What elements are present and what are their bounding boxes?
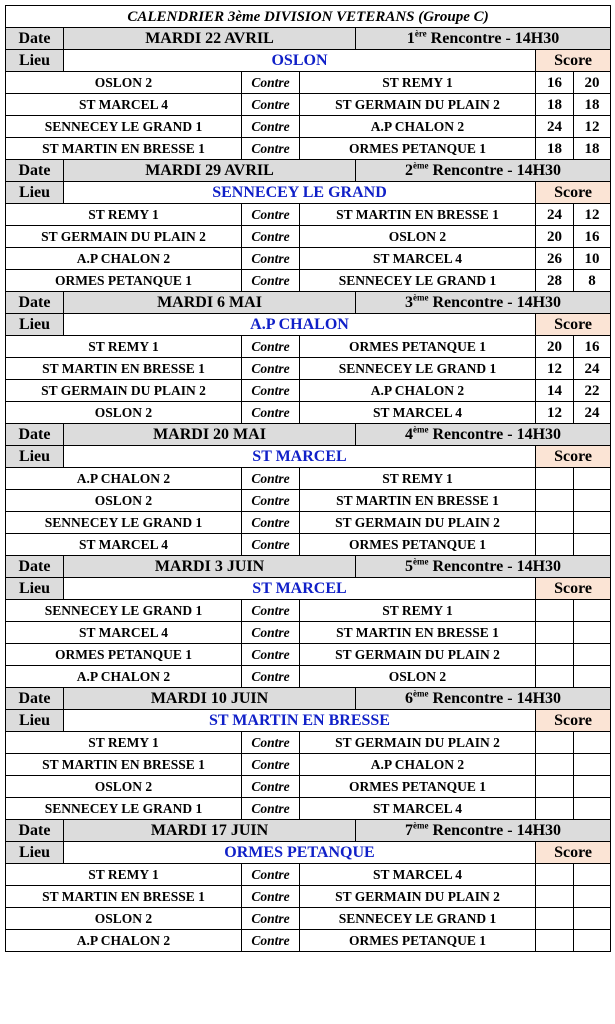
score-home: 12 bbox=[536, 358, 574, 380]
away-team: ORMES PETANQUE 1 bbox=[300, 336, 536, 358]
home-team: OSLON 2 bbox=[6, 776, 242, 798]
away-team: ST GERMAIN DU PLAIN 2 bbox=[300, 644, 536, 666]
round-ordinal-suffix: ème bbox=[412, 820, 429, 831]
score-home bbox=[536, 930, 574, 952]
score-home bbox=[536, 776, 574, 798]
home-team: ST REMY 1 bbox=[6, 204, 242, 226]
round-time: Rencontre - 14H30 bbox=[428, 689, 562, 707]
score-home bbox=[536, 798, 574, 820]
round-ordinal-suffix: ème bbox=[412, 424, 429, 435]
round-ordinal: 4 bbox=[404, 425, 413, 443]
match-row bbox=[6, 248, 611, 270]
score-away: 18 bbox=[574, 138, 611, 160]
match-row bbox=[6, 886, 611, 908]
title-row bbox=[6, 6, 611, 28]
score-label: Score bbox=[536, 446, 611, 468]
venue-name: ST MARCEL bbox=[64, 578, 536, 600]
home-team: ST GERMAIN DU PLAIN 2 bbox=[6, 226, 242, 248]
score-home bbox=[536, 908, 574, 930]
score-home bbox=[536, 468, 574, 490]
away-team: SENNECEY LE GRAND 1 bbox=[300, 358, 536, 380]
round-ordinal-suffix: ère bbox=[414, 28, 427, 39]
match-row bbox=[6, 270, 611, 292]
away-team: ST MARCEL 4 bbox=[300, 798, 536, 820]
contre-label: Contre bbox=[242, 798, 300, 820]
home-team: ST REMY 1 bbox=[6, 336, 242, 358]
round-ordinal: 5 bbox=[404, 557, 413, 575]
score-label: Score bbox=[536, 842, 611, 864]
match-row bbox=[6, 600, 611, 622]
away-team: ST GERMAIN DU PLAIN 2 bbox=[300, 886, 536, 908]
round-label bbox=[356, 820, 611, 842]
home-team: A.P CHALON 2 bbox=[6, 666, 242, 688]
date-label: Date bbox=[6, 28, 64, 50]
date-row bbox=[6, 292, 611, 314]
venue-row bbox=[6, 446, 611, 468]
score-label: Score bbox=[536, 314, 611, 336]
score-away bbox=[574, 908, 611, 930]
away-team: A.P CHALON 2 bbox=[300, 380, 536, 402]
score-home: 20 bbox=[536, 336, 574, 358]
score-home bbox=[536, 490, 574, 512]
home-team: A.P CHALON 2 bbox=[6, 468, 242, 490]
match-row bbox=[6, 490, 611, 512]
score-away: 20 bbox=[574, 72, 611, 94]
round-label bbox=[356, 424, 611, 446]
contre-label: Contre bbox=[242, 776, 300, 798]
away-team: ORMES PETANQUE 1 bbox=[300, 776, 536, 798]
home-team: ST REMY 1 bbox=[6, 732, 242, 754]
match-row bbox=[6, 116, 611, 138]
match-row bbox=[6, 380, 611, 402]
home-team: ST MARTIN EN BRESSE 1 bbox=[6, 886, 242, 908]
score-away: 22 bbox=[574, 380, 611, 402]
score-home: 18 bbox=[536, 138, 574, 160]
round-ordinal: 6 bbox=[404, 689, 413, 707]
contre-label: Contre bbox=[242, 666, 300, 688]
match-row bbox=[6, 644, 611, 666]
score-away bbox=[574, 600, 611, 622]
match-row bbox=[6, 512, 611, 534]
score-away bbox=[574, 754, 611, 776]
round-date: MARDI 29 AVRIL bbox=[64, 160, 356, 182]
contre-label: Contre bbox=[242, 908, 300, 930]
date-label: Date bbox=[6, 820, 64, 842]
date-row bbox=[6, 28, 611, 50]
calendar-table bbox=[5, 5, 611, 952]
away-team: ST MARTIN EN BRESSE 1 bbox=[300, 490, 536, 512]
away-team: ST GERMAIN DU PLAIN 2 bbox=[300, 732, 536, 754]
home-team: ST GERMAIN DU PLAIN 2 bbox=[6, 380, 242, 402]
match-row bbox=[6, 864, 611, 886]
away-team: ST REMY 1 bbox=[300, 600, 536, 622]
score-home bbox=[536, 732, 574, 754]
page-title: CALENDRIER 3ème DIVISION VETERANS (Groupe C) bbox=[6, 6, 611, 28]
venue-row bbox=[6, 578, 611, 600]
contre-label: Contre bbox=[242, 226, 300, 248]
match-row bbox=[6, 666, 611, 688]
home-team: SENNECEY LE GRAND 1 bbox=[6, 798, 242, 820]
date-row bbox=[6, 556, 611, 578]
round-time: Rencontre - 14H30 bbox=[428, 161, 562, 179]
round-time: Rencontre - 14H30 bbox=[428, 425, 562, 443]
date-label: Date bbox=[6, 160, 64, 182]
match-row bbox=[6, 402, 611, 424]
score-home: 28 bbox=[536, 270, 574, 292]
match-row bbox=[6, 468, 611, 490]
away-team: ST MARTIN EN BRESSE 1 bbox=[300, 204, 536, 226]
score-away bbox=[574, 776, 611, 798]
round-date: MARDI 17 JUIN bbox=[64, 820, 356, 842]
away-team: ST MARCEL 4 bbox=[300, 402, 536, 424]
date-row bbox=[6, 688, 611, 710]
contre-label: Contre bbox=[242, 336, 300, 358]
score-home: 16 bbox=[536, 72, 574, 94]
round-time: Rencontre - 14H30 bbox=[428, 293, 562, 311]
score-away bbox=[574, 886, 611, 908]
venue-label: Lieu bbox=[6, 182, 64, 204]
round-date: MARDI 20 MAI bbox=[64, 424, 356, 446]
calendar-sheet bbox=[5, 5, 610, 952]
match-row bbox=[6, 204, 611, 226]
venue-name: SENNECEY LE GRAND bbox=[64, 182, 536, 204]
contre-label: Contre bbox=[242, 380, 300, 402]
home-team: ST MARCEL 4 bbox=[6, 94, 242, 116]
away-team: A.P CHALON 2 bbox=[300, 116, 536, 138]
score-home bbox=[536, 864, 574, 886]
away-team: OSLON 2 bbox=[300, 226, 536, 248]
home-team: ST MARTIN EN BRESSE 1 bbox=[6, 358, 242, 380]
contre-label: Contre bbox=[242, 886, 300, 908]
contre-label: Contre bbox=[242, 622, 300, 644]
home-team: SENNECEY LE GRAND 1 bbox=[6, 600, 242, 622]
match-row bbox=[6, 358, 611, 380]
score-away: 24 bbox=[574, 358, 611, 380]
home-team: OSLON 2 bbox=[6, 402, 242, 424]
score-away bbox=[574, 864, 611, 886]
home-team: ORMES PETANQUE 1 bbox=[6, 644, 242, 666]
score-away bbox=[574, 622, 611, 644]
round-ordinal: 3 bbox=[404, 293, 413, 311]
score-away: 12 bbox=[574, 204, 611, 226]
round-label bbox=[356, 688, 611, 710]
contre-label: Contre bbox=[242, 358, 300, 380]
venue-name: A.P CHALON bbox=[64, 314, 536, 336]
contre-label: Contre bbox=[242, 512, 300, 534]
calendar-body bbox=[6, 6, 611, 952]
away-team: ST REMY 1 bbox=[300, 468, 536, 490]
match-row bbox=[6, 798, 611, 820]
contre-label: Contre bbox=[242, 248, 300, 270]
round-date: MARDI 10 JUIN bbox=[64, 688, 356, 710]
contre-label: Contre bbox=[242, 138, 300, 160]
away-team: SENNECEY LE GRAND 1 bbox=[300, 270, 536, 292]
score-away: 8 bbox=[574, 270, 611, 292]
contre-label: Contre bbox=[242, 116, 300, 138]
score-home bbox=[536, 622, 574, 644]
contre-label: Contre bbox=[242, 732, 300, 754]
venue-label: Lieu bbox=[6, 842, 64, 864]
venue-label: Lieu bbox=[6, 710, 64, 732]
date-label: Date bbox=[6, 556, 64, 578]
match-row bbox=[6, 336, 611, 358]
round-time: Rencontre - 14H30 bbox=[428, 821, 562, 839]
home-team: ORMES PETANQUE 1 bbox=[6, 270, 242, 292]
score-home bbox=[536, 644, 574, 666]
venue-label: Lieu bbox=[6, 50, 64, 72]
score-home: 18 bbox=[536, 94, 574, 116]
contre-label: Contre bbox=[242, 534, 300, 556]
venue-name: ST MARCEL bbox=[64, 446, 536, 468]
score-away bbox=[574, 732, 611, 754]
round-ordinal: 7 bbox=[404, 821, 413, 839]
score-away bbox=[574, 644, 611, 666]
home-team: ST MARCEL 4 bbox=[6, 534, 242, 556]
match-row bbox=[6, 930, 611, 952]
date-row bbox=[6, 160, 611, 182]
venue-label: Lieu bbox=[6, 314, 64, 336]
score-home: 24 bbox=[536, 204, 574, 226]
date-row bbox=[6, 820, 611, 842]
away-team: A.P CHALON 2 bbox=[300, 754, 536, 776]
score-home: 26 bbox=[536, 248, 574, 270]
score-away: 12 bbox=[574, 116, 611, 138]
contre-label: Contre bbox=[242, 864, 300, 886]
away-team: SENNECEY LE GRAND 1 bbox=[300, 908, 536, 930]
venue-row bbox=[6, 710, 611, 732]
score-label: Score bbox=[536, 182, 611, 204]
match-row bbox=[6, 72, 611, 94]
venue-name: OSLON bbox=[64, 50, 536, 72]
match-row bbox=[6, 908, 611, 930]
match-row bbox=[6, 138, 611, 160]
date-label: Date bbox=[6, 424, 64, 446]
score-home bbox=[536, 512, 574, 534]
score-away bbox=[574, 490, 611, 512]
round-label bbox=[356, 556, 611, 578]
score-home bbox=[536, 600, 574, 622]
score-away: 24 bbox=[574, 402, 611, 424]
home-team: ST MARCEL 4 bbox=[6, 622, 242, 644]
round-ordinal-suffix: ème bbox=[412, 160, 429, 171]
match-row bbox=[6, 622, 611, 644]
home-team: OSLON 2 bbox=[6, 908, 242, 930]
venue-name: ST MARTIN EN BRESSE bbox=[64, 710, 536, 732]
match-row bbox=[6, 94, 611, 116]
match-row bbox=[6, 534, 611, 556]
away-team: ST GERMAIN DU PLAIN 2 bbox=[300, 94, 536, 116]
round-ordinal-suffix: ème bbox=[412, 556, 429, 567]
home-team: A.P CHALON 2 bbox=[6, 248, 242, 270]
contre-label: Contre bbox=[242, 600, 300, 622]
away-team: ST GERMAIN DU PLAIN 2 bbox=[300, 512, 536, 534]
away-team: ORMES PETANQUE 1 bbox=[300, 930, 536, 952]
round-ordinal-suffix: ème bbox=[412, 292, 429, 303]
score-away bbox=[574, 468, 611, 490]
contre-label: Contre bbox=[242, 204, 300, 226]
round-time: Rencontre - 14H30 bbox=[428, 557, 562, 575]
round-date: MARDI 6 MAI bbox=[64, 292, 356, 314]
date-label: Date bbox=[6, 688, 64, 710]
round-date: MARDI 3 JUIN bbox=[64, 556, 356, 578]
away-team: OSLON 2 bbox=[300, 666, 536, 688]
match-row bbox=[6, 754, 611, 776]
round-label bbox=[356, 28, 611, 50]
score-home: 24 bbox=[536, 116, 574, 138]
match-row bbox=[6, 776, 611, 798]
away-team: ST MARCEL 4 bbox=[300, 864, 536, 886]
contre-label: Contre bbox=[242, 468, 300, 490]
contre-label: Contre bbox=[242, 490, 300, 512]
score-label: Score bbox=[536, 578, 611, 600]
score-away bbox=[574, 798, 611, 820]
score-home bbox=[536, 666, 574, 688]
score-home: 12 bbox=[536, 402, 574, 424]
round-ordinal-suffix: ème bbox=[412, 688, 429, 699]
home-team: ST MARTIN EN BRESSE 1 bbox=[6, 754, 242, 776]
score-away: 18 bbox=[574, 94, 611, 116]
home-team: A.P CHALON 2 bbox=[6, 930, 242, 952]
away-team: ORMES PETANQUE 1 bbox=[300, 138, 536, 160]
round-label bbox=[356, 160, 611, 182]
contre-label: Contre bbox=[242, 754, 300, 776]
contre-label: Contre bbox=[242, 402, 300, 424]
score-home: 20 bbox=[536, 226, 574, 248]
venue-row bbox=[6, 182, 611, 204]
date-row bbox=[6, 424, 611, 446]
score-home bbox=[536, 886, 574, 908]
venue-name: ORMES PETANQUE bbox=[64, 842, 536, 864]
away-team: ST REMY 1 bbox=[300, 72, 536, 94]
score-away bbox=[574, 666, 611, 688]
contre-label: Contre bbox=[242, 72, 300, 94]
round-date: MARDI 22 AVRIL bbox=[64, 28, 356, 50]
contre-label: Contre bbox=[242, 270, 300, 292]
venue-row bbox=[6, 314, 611, 336]
home-team: OSLON 2 bbox=[6, 490, 242, 512]
score-away: 16 bbox=[574, 226, 611, 248]
home-team: SENNECEY LE GRAND 1 bbox=[6, 116, 242, 138]
score-label: Score bbox=[536, 50, 611, 72]
venue-row bbox=[6, 842, 611, 864]
round-label bbox=[356, 292, 611, 314]
score-home bbox=[536, 754, 574, 776]
home-team: ST MARTIN EN BRESSE 1 bbox=[6, 138, 242, 160]
score-away bbox=[574, 512, 611, 534]
contre-label: Contre bbox=[242, 94, 300, 116]
away-team: ORMES PETANQUE 1 bbox=[300, 534, 536, 556]
score-home bbox=[536, 534, 574, 556]
contre-label: Contre bbox=[242, 644, 300, 666]
score-home: 14 bbox=[536, 380, 574, 402]
score-label: Score bbox=[536, 710, 611, 732]
score-away bbox=[574, 930, 611, 952]
venue-label: Lieu bbox=[6, 578, 64, 600]
contre-label: Contre bbox=[242, 930, 300, 952]
round-ordinal: 1 bbox=[406, 29, 415, 47]
round-ordinal: 2 bbox=[404, 161, 413, 179]
venue-row bbox=[6, 50, 611, 72]
match-row bbox=[6, 226, 611, 248]
score-away: 16 bbox=[574, 336, 611, 358]
home-team: SENNECEY LE GRAND 1 bbox=[6, 512, 242, 534]
home-team: OSLON 2 bbox=[6, 72, 242, 94]
match-row bbox=[6, 732, 611, 754]
away-team: ST MARCEL 4 bbox=[300, 248, 536, 270]
venue-label: Lieu bbox=[6, 446, 64, 468]
score-away: 10 bbox=[574, 248, 611, 270]
home-team: ST REMY 1 bbox=[6, 864, 242, 886]
round-time: Rencontre - 14H30 bbox=[426, 29, 560, 47]
score-away bbox=[574, 534, 611, 556]
away-team: ST MARTIN EN BRESSE 1 bbox=[300, 622, 536, 644]
date-label: Date bbox=[6, 292, 64, 314]
